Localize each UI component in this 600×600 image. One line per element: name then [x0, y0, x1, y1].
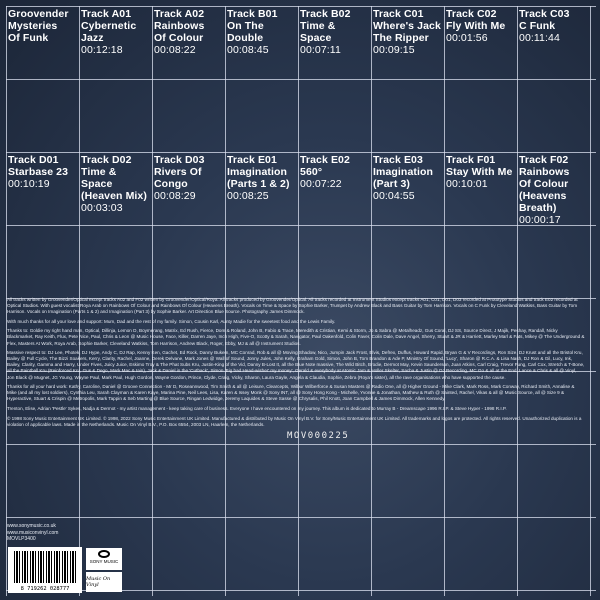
release-code: MOVLP3400	[7, 536, 36, 542]
track-duration: 00:08:22	[154, 44, 196, 56]
credits-dedication: Trenton, Elise, Adrian 'Pestle' Sykes, Nadja & Dermot - my artist management - keep taking care of business. Everyone I have encountered on my journey. This album is dedicated to Murray B - Dreamscape 1996 R.I.P. & Steve Hyper - 1998 R.I.P.	[7, 405, 507, 411]
track-d02: Track D02 Time & Space (Heaven Mix) 00:03:03	[81, 154, 151, 214]
track-duration: 00:10:19	[8, 178, 50, 190]
track-duration: 00:03:03	[81, 202, 123, 214]
track-a01: Track A01 Cybernetic Jazz 00:12:18	[81, 8, 151, 56]
track-c03: Track C03 C Funk 00:11:44	[519, 8, 589, 44]
track-e01: Track E01 Imagination (Parts 1 & 2) 00:08:25	[227, 154, 297, 202]
track-duration: 00:07:22	[300, 178, 342, 190]
sony-music-icon	[98, 550, 110, 558]
barcode-bars	[14, 551, 76, 583]
track-duration: 00:00:17	[519, 214, 561, 226]
credits-block	[7, 297, 585, 431]
web-link-sony: www.sonymusic.co.uk	[7, 523, 56, 529]
web-link-mov: www.musiconvinyl.com	[7, 529, 59, 536]
track-c02: Track C02 Fly With Me 00:01:56	[446, 8, 516, 44]
track-duration: 00:01:56	[446, 32, 488, 44]
track-duration: 00:12:18	[81, 44, 123, 56]
track-duration: 00:04:55	[373, 190, 415, 202]
music-on-vinyl-logo	[86, 572, 122, 592]
album-title: Groovender Mysteries Of Funk	[8, 8, 69, 44]
track-b02: Track B02 Time & Space 00:07:11	[300, 8, 370, 56]
sony-music-logo	[86, 548, 122, 570]
sony-music-label: SONY MUSIC	[89, 559, 119, 564]
track-duration: 00:10:01	[446, 178, 488, 190]
track-d01: Track D01 Starbase 23 00:10:19	[8, 154, 78, 190]
barcode-number: 8 719262 028777	[20, 586, 70, 592]
track-f01: Track F01 Stay With Me 00:10:01	[446, 154, 516, 190]
credits-writing: All tracks written by Groovender/Optical except tracks A02 and F02 written by Groovender/Optical/Roya. All tracks produced by Groovender/Optical. All tracks recorded at Instrument Studios except tracks A01, C01, D01, D03 recorded at Prototype Studios and track E02 recorded at Optical Studios. With guest vocalist Roya Arab on Rainbows Of Colour and Rainbows Of Colour (Heavens Breath). Vocals on Time & Space by Sophie Barker, Trumpet by Andrew Black and Bass Guitar by Tom Harrison. Vocals on C Funk by Cleveland Watkiss, Bass Guitar by Tom Harrison. Vocals on Imagination (Parts 1 & 2) and Imagination (Part 3) by Sophie Barker. Art Direction Blue Source. Photography James Dimmock.	[7, 297, 578, 315]
track-duration: 00:08:25	[227, 190, 269, 202]
track-duration: 00:09:15	[373, 44, 415, 56]
barcode	[8, 547, 82, 593]
track-f02: Track F02 Rainbows Of Colour (Heavens Breath) 00:00:17	[519, 154, 589, 226]
track-b01: Track B01 On The Double 00:08:45	[227, 8, 297, 56]
track-c01: Track C01 Where's Jack The Ripper 00:09:15	[373, 8, 443, 56]
track-duration: 00:08:45	[227, 44, 269, 56]
music-on-vinyl-label: Music On Vinyl	[86, 576, 111, 588]
catalog-number: MOV000225	[287, 431, 350, 441]
track-a02: Track A02 Rainbows Of Colour 00:08:22	[154, 8, 224, 56]
web-links	[7, 523, 58, 543]
track-e03: Track E03 Imagination (Part 3) 00:04:55	[373, 154, 443, 202]
track-e02: Track E02 560° 00:07:22	[300, 154, 370, 190]
track-duration: 00:08:29	[154, 190, 196, 202]
track-duration: 00:07:11	[300, 44, 341, 56]
credits-respect: Massive respect to: DJ Lee, Photek, DJ Hype, Andy C, DJ Rap, Kenny Ken, Gachet, Ed Rock, Danny Bukem, MC Conrad, Rob & all @ Moving Shadow, Nico, Jumpin Jack Frost, Elvis, Defrex, Duffus, Howard Rapid, Bryan G & V Recordings, Ron Size, DJ Krust and all the Bristol Kru, Bailey @ Full Cycle, The Bizzi Soakers, Kerry, Clarity, Rachel, Joanne, Derek Delvane, Mark Jones @ Wall of Sound, Jonny Jules, John Kelly, Graham Gold, Simon, John B, Tom Brandon & Ade P, Ministry Of Sound, 'Lucy', Sharon @ R.C.A. & Lisa Nash, DJ Ron & Gil, Lucy, Ink, Bailey, Clarity, Gamma and Harry, Under Fives, Juicy Juice, Eskimo Troy & The Phat Subs Kru, Justin-King of the Vid, Danny B-Lost It, all the Blue Note massive, The Wild Bitch, Brodie, Dermot May, Kevin Saunderson, Juan Atkins, Carl Craig, Trevor Fung, Carl Cox, Stretch & T-Bone, all the Paintball Kru (Reinforced Kru, Gus & Dego, Mark Mac & Iain), Jack & Daniel in the 'Cutback', Simon 'Big bad Head-wisher' my money', Gerald & everybody at Atomic Jam & Holler Skelter, Sacha & Justin @ DJ Recording, MC Go & all at the End, Lance & Chris & all @ Vinyl, Jon Black @ Mugnet, JG Young, Wayne Paul, Mark Paul, Hugh Gordon, Wayne Gordon, Prince, Clyde, Craig, Vicky, Sharon, Laura Gayle, Angela & Claudia, Sophie, Zebra (Roya's sister), all the rave organisations who have supported the cause.	[7, 350, 585, 380]
credits-family: With much thanks for all your love and support: Mum, Dad and the rest of my family. Simon, Cousin Karl, Aunty Madie for the sweetest food and the Lewis Family.	[7, 318, 336, 324]
copyright: © 1998 Sony Music Entertainment UK Limited. © 1998, 2022 Sony Music Entertainment UK Limited. Manufactured & distributed by Music On Vinyl B.V. for Sony/Music Entertainment UK Limited. All trademarks and logos are protected. All rights reserved. Unauthorized duplication is a violation of applicable laws. Made in the Netherlands. Music On Vinyl B.V., P.O. Box 6554, 2003 LN, Haarlem, the Netherlands.	[7, 415, 582, 427]
credits-thanks: Thanks to: Goldie my right hand man, Optical, Dillinja, Lemon D, Boymerang, Matrix, Ed Rush, Fierce, Dom & Roland, John B, Fabio & Trace, Meredith & Cristian, Kemi & Storm, Jo & Sabra @ Metalheadz, Gus Coral, DJ SS, Source Direct, J Majik, Peshay, Randall, Nicky Blackmarket, Ray Keith, Flux, Pete Nice, Paul, Chris & Leon @ Music House, Face, Killer, Darren Jaye, Inch High, Five-O, Scotty & Sarah, Navigator, Paul Oakenfold, Colin Faver, Colin Dale, Dave Angel, Sherry, Stuart & JR & Harriett, Marley Marl & Fats, Mikey @ The Underground & Flex, Masters At Work, Roya Arab, Sophie Barker, Cleveland Watkiss, Tom Harrison, Andrew Black, Roger, Ebby, MJ & all @ Instrument Studios.	[7, 328, 585, 346]
track-d03: Track D03 Rivers Of Congo 00:08:29	[154, 154, 224, 202]
track-duration: 00:11:44	[519, 32, 560, 44]
credits-hard-work: Thanks for all your hard work: Kathy, Caroline, Daniel @ Groove Connection - Mr D, Roseannwood, Tim Smith & all @ Leisure, Clearcepts, Wilbur Wilberforce & Susan Masters @ Radio One, all @ Higher Ground - Mike Clark, Mark Ross, Mark Conway, Richard Smith, Annalise & Mike (and all my lost soldiers), Cynthia Leu, Sarah Clayman & Karen Kaye, Marina Pine, Neil Lees, Lisa, Karen & Issey Monk @ Sony INT, all @ Sony Hong Kong - Michelle, Yvonne & Jonathan, Mathew & Ruth @ Sainted, Rachel, Vikas & all @ Music Source, all @ Size 9 & Hyperactive, Stuart & Crispin @ Metropolis, Mark Tappin & Seb Marting @ Blue Source, Ringan Ledwidge, Jeremy Laquides & Steve Sasse @ Chrysalis, Phil Knott, Joan Campbell & James Dimmock, Allen Kennedy.	[7, 384, 575, 402]
